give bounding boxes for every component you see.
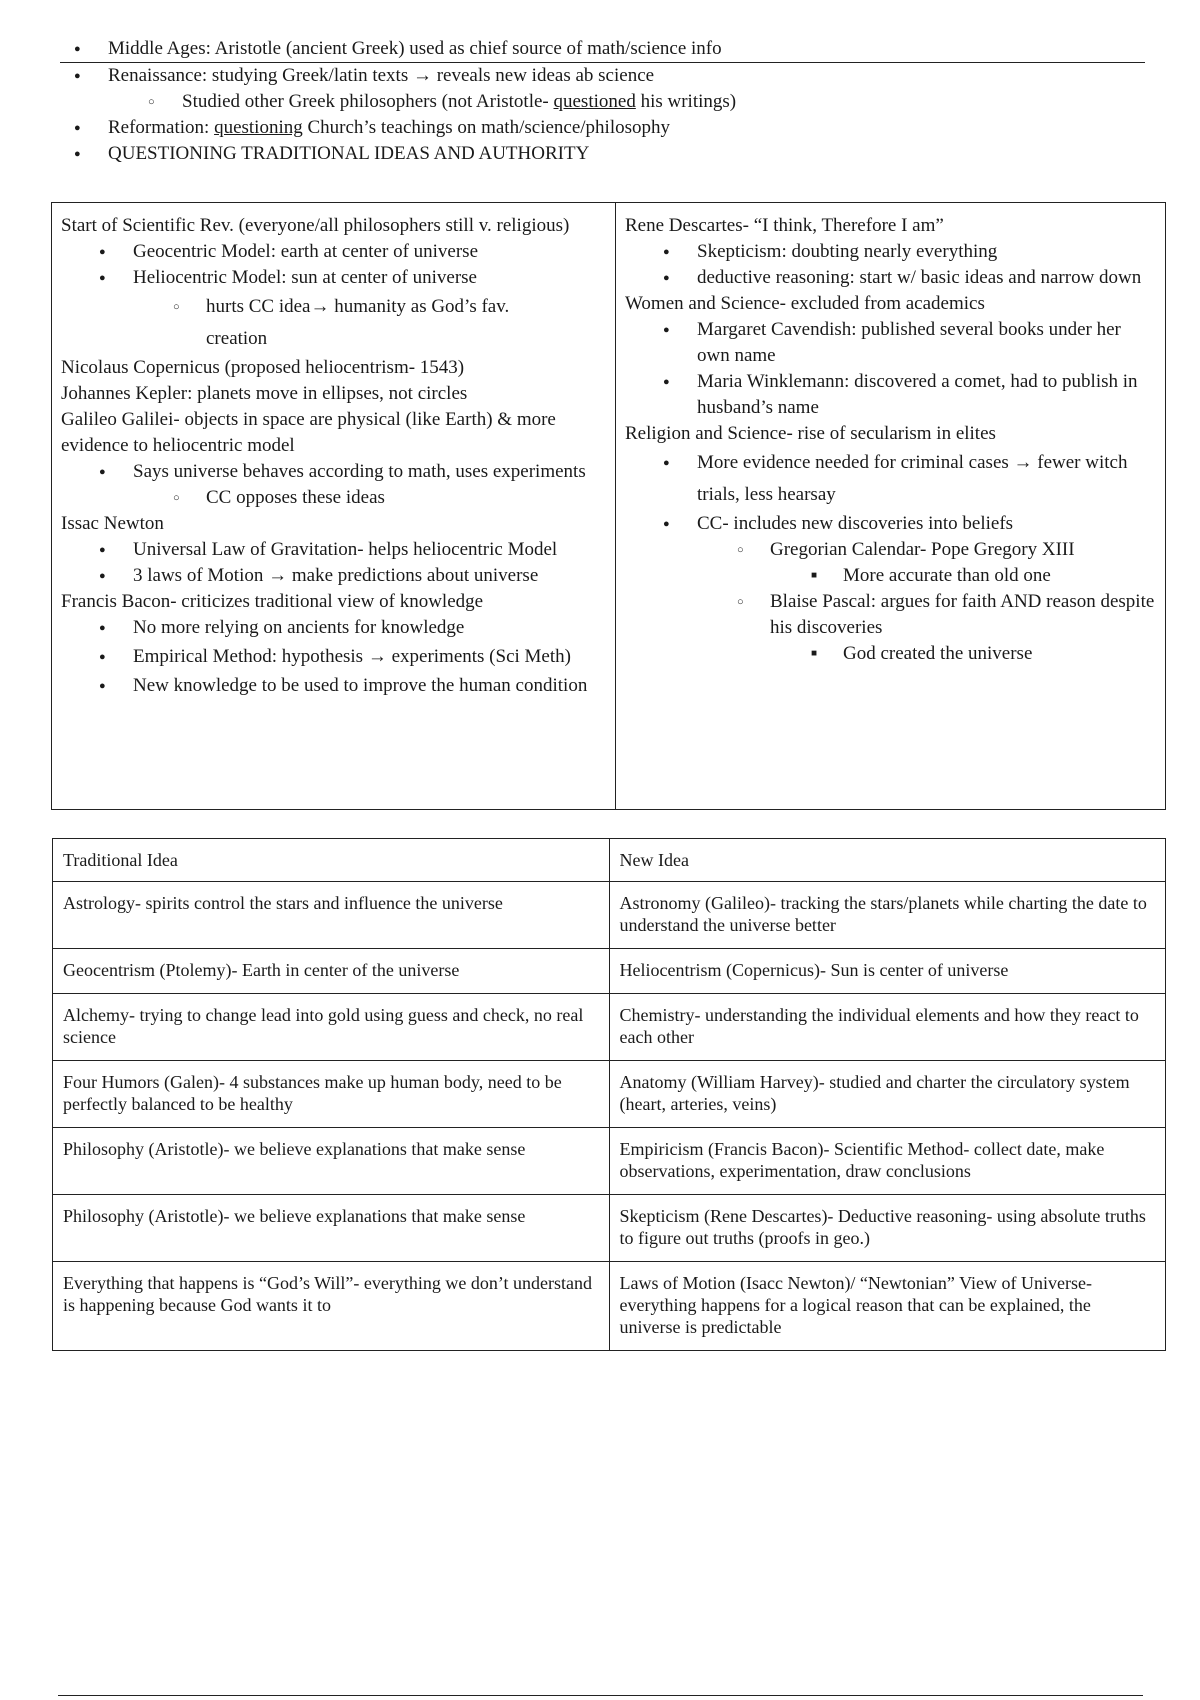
table-row (53, 882, 1166, 949)
new-idea-cell: Chemistry- understanding the individual elements and how they react to each other (609, 994, 1166, 1061)
note-sub-bullet: ○ hurts CC idea→ humanity as God’s fav. (61, 291, 607, 323)
note-continuation: creation (206, 328, 268, 349)
traditional-idea-cell: Philosophy (Aristotle)- we believe explanations that make sense (53, 1128, 610, 1195)
header-traditional-idea: Traditional Idea (53, 839, 610, 882)
header-new-idea: New Idea (609, 839, 1166, 882)
intro-bullet-text-post: his writings) (635, 91, 737, 112)
note-sub-bullet: ○ CC opposes these ideas (61, 485, 607, 511)
intro-bullet (60, 36, 1145, 63)
traditional-idea-cell: Astrology- spirits control the stars and influence the universe (53, 882, 610, 949)
intro-bullet-text-pre: Reformation: (108, 117, 215, 138)
table-row (53, 949, 1166, 994)
note-bullet: ● CC- includes new discoveries into beliefs (625, 511, 1157, 537)
intro-underlined-word: questioned (553, 91, 636, 112)
note-bullet: ● Universal Law of Gravitation- helps heliocentric Model (61, 537, 607, 563)
note-sub-bullet: ○ Blaise Pascal: argues for faith AND reason despite his discoveries (625, 589, 1157, 641)
new-idea-cell: Skepticism (Rene Descartes)- Deductive reasoning- using absolute truths to figure out truths (proofs in geo.) (609, 1195, 1166, 1262)
note-heading: Johannes Kepler: planets move in ellipses, not circles (61, 383, 468, 404)
intro-bullet-text: Renaissance: studying Greek/latin texts → reveals new ideas ab science (108, 65, 655, 86)
note-bullet: ● Maria Winklemann: discovered a comet, had to publish in husband’s name (625, 369, 1157, 421)
note-bullet: ● deductive reasoning: start w/ basic ideas and narrow down (625, 265, 1157, 291)
note-sub-bullet: ○ Gregorian Calendar- Pope Gregory XIII (625, 537, 1157, 563)
new-idea-cell: Heliocentrism (Copernicus)- Sun is center of universe (609, 949, 1166, 994)
new-idea-cell: Laws of Motion (Isacc Newton)/ “Newtonian” View of Universe- everything happens for a logical reason that can be explained, the universe is predictable (609, 1262, 1166, 1351)
comparison-header-row (53, 839, 1166, 882)
notes-right-column (616, 203, 1165, 809)
note-bullet: ● Skepticism: doubting nearly everything (625, 239, 1157, 265)
intro-section (60, 36, 1145, 167)
note-bullet: ● Margaret Cavendish: published several books under her own name (625, 317, 1157, 369)
intro-list (60, 36, 1145, 167)
traditional-idea-cell: Alchemy- trying to change lead into gold using guess and check, no real science (53, 994, 610, 1061)
note-heading: Start of Scientific Rev. (everyone/all philosophers still v. religious) (61, 215, 570, 236)
table-row (53, 1128, 1166, 1195)
note-heading: Women and Science- excluded from academics (625, 293, 985, 314)
note-heading: Religion and Science- rise of secularism in elites (625, 423, 996, 444)
table-row (53, 1195, 1166, 1262)
traditional-idea-cell: Philosophy (Aristotle)- we believe explanations that make sense (53, 1195, 610, 1262)
traditional-idea-cell: Geocentrism (Ptolemy)- Earth in center of the universe (53, 949, 610, 994)
note-bullet: ● New knowledge to be used to improve the human condition (61, 673, 607, 699)
new-idea-cell: Anatomy (William Harvey)- studied and charter the circulatory system (heart, arteries, veins) (609, 1061, 1166, 1128)
bottom-divider (58, 1695, 1143, 1696)
intro-underlined-word: questioning (214, 117, 303, 138)
traditional-idea-cell: Everything that happens is “God’s Will”- everything we don’t understand is happening because God wants it to (53, 1262, 610, 1351)
intro-sub-bullet (60, 89, 1145, 115)
note-heading: Issac Newton (61, 513, 164, 534)
traditional-idea-cell: Four Humors (Galen)- 4 substances make up human body, need to be perfectly balanced to be healthy (53, 1061, 610, 1128)
note-heading: Nicolaus Copernicus (proposed heliocentrism- 1543) (61, 357, 465, 378)
note-sub-sub-bullet: ■ God created the universe (625, 641, 1157, 667)
note-heading: Galileo Galilei- objects in space are physical (like Earth) & more evidence to heliocentric model (61, 409, 556, 456)
note-sub-sub-bullet: ■ More accurate than old one (625, 563, 1157, 589)
table-row (53, 994, 1166, 1061)
new-idea-cell: Astronomy (Galileo)- tracking the stars/planets while charting the date to understand the universe better (609, 882, 1166, 949)
table-row (53, 1262, 1166, 1351)
note-bullet: ● No more relying on ancients for knowledge (61, 615, 607, 641)
new-idea-cell: Empiricism (Francis Bacon)- Scientific Method- collect date, make observations, experimentation, draw conclusions (609, 1128, 1166, 1195)
intro-bullet-text: Middle Ages: Aristotle (ancient Greek) used as chief source of math/science info (108, 38, 722, 59)
intro-bullet-text-pre: Studied other Greek philosophers (not Aristotle- (182, 91, 554, 112)
notes-table (51, 202, 1166, 810)
intro-bullet (60, 115, 1145, 141)
table-row (53, 1061, 1166, 1128)
intro-bullet (60, 141, 1145, 167)
note-bullet: ● Empirical Method: hypothesis → experiments (Sci Meth) (61, 641, 607, 673)
note-bullet: ● More evidence needed for criminal cases → fewer witch trials, less hearsay (625, 447, 1157, 511)
intro-bullet (60, 63, 1145, 89)
note-bullet: ● Geocentric Model: earth at center of universe (61, 239, 607, 265)
note-heading: Francis Bacon- criticizes traditional view of knowledge (61, 591, 484, 612)
intro-bullet-text: QUESTIONING TRADITIONAL IDEAS AND AUTHORITY (108, 143, 590, 164)
note-bullet: ● Says universe behaves according to math, uses experiments (61, 459, 607, 485)
note-bullet: ● 3 laws of Motion → make predictions about universe (61, 563, 607, 589)
notes-left-column (52, 203, 616, 809)
note-heading: Rene Descartes- “I think, Therefore I am” (625, 215, 944, 236)
intro-bullet-text-post: Church’s teachings on math/science/philosophy (302, 117, 670, 138)
comparison-table (52, 838, 1166, 1351)
note-bullet: ● Heliocentric Model: sun at center of universe (61, 265, 607, 291)
